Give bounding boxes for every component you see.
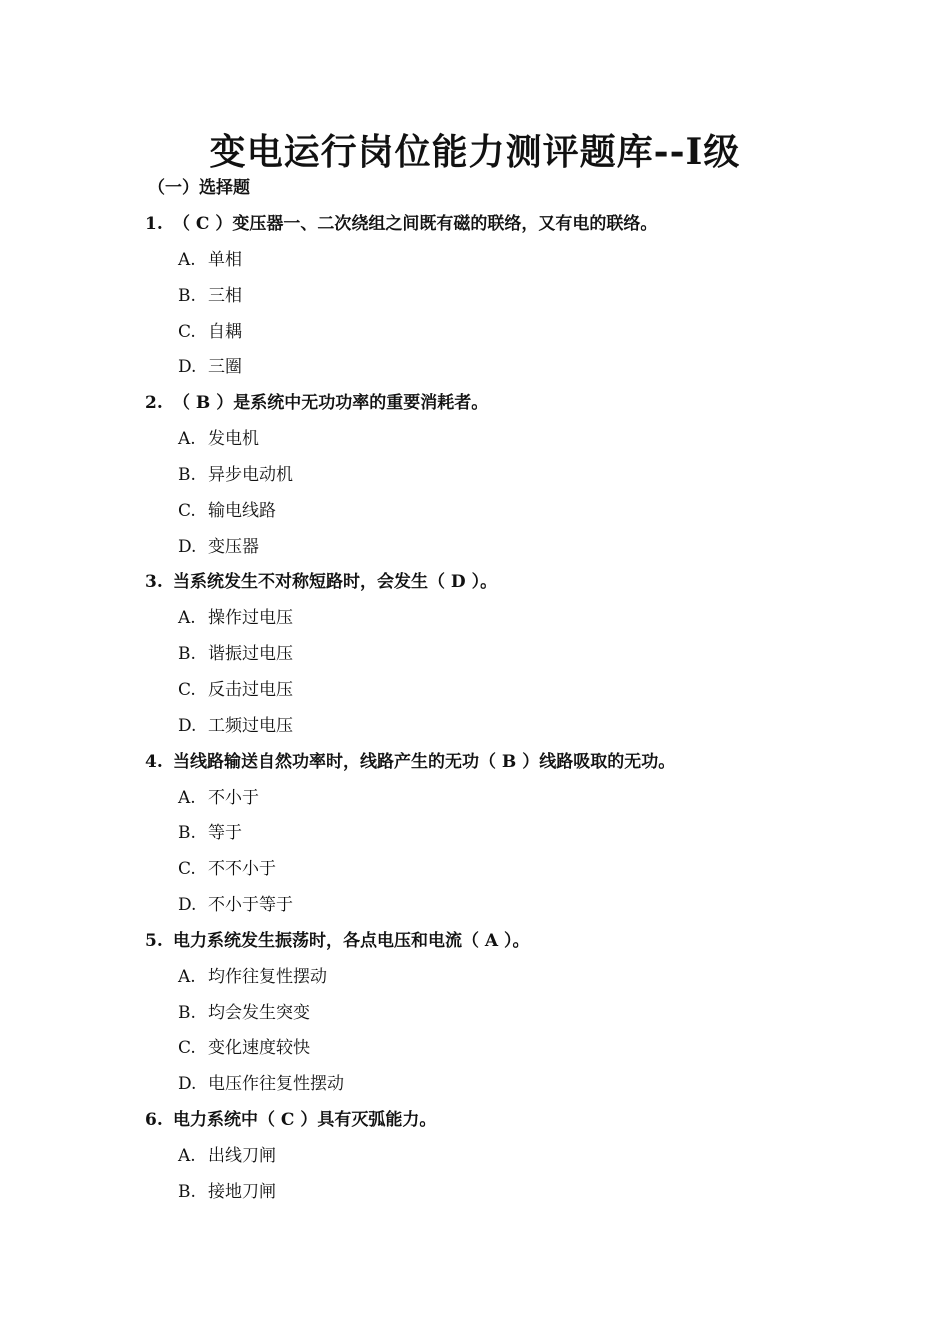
answer-option (145, 639, 905, 675)
question-number: 4. (145, 751, 163, 772)
answer-option (145, 818, 905, 854)
option-letter: D. (178, 536, 197, 557)
answer-option (145, 675, 905, 711)
option-letter: A. (178, 429, 196, 450)
question-stem (145, 926, 905, 962)
question-item (145, 747, 905, 926)
option-text: 单相 (208, 250, 242, 270)
option-text: 三相 (208, 285, 242, 306)
answer-option (145, 532, 905, 568)
option-letter: B. (178, 1181, 196, 1202)
option-letter: D. (178, 715, 197, 736)
question-item (145, 209, 905, 388)
question-stem (145, 388, 905, 424)
answer-option (145, 962, 905, 998)
option-text: 变化速度较快 (208, 1038, 310, 1059)
answer-option (145, 352, 905, 388)
option-text: 不不小于 (208, 859, 276, 880)
document-title: 变电运行岗位能力测评题库--Ⅰ级 (209, 131, 741, 173)
question-text: （ C ）变压器一、二次绕组之间既有磁的联络，又有电的联络。 (173, 214, 658, 234)
option-text: 均作往复性摆动 (208, 966, 327, 987)
question-text: （ B ）是系统中无功功率的重要消耗者。 (173, 393, 489, 414)
answer-option (145, 245, 905, 281)
answer-option (145, 783, 905, 819)
option-letter: A. (178, 608, 196, 629)
answer-option (145, 1177, 905, 1213)
answer-option (145, 317, 905, 353)
question-stem (145, 567, 905, 603)
question-number: 1. (145, 214, 163, 234)
option-text: 发电机 (208, 429, 259, 450)
option-text: 三圈 (208, 357, 242, 378)
question-stem (145, 209, 905, 245)
answer-option (145, 1069, 905, 1105)
option-letter: B. (178, 464, 196, 485)
question-text: 电力系统发生振荡时，各点电压和电流（ A ）。 (173, 930, 530, 951)
option-letter: B. (178, 644, 196, 665)
answer-option (145, 711, 905, 747)
option-letter: D. (178, 1074, 197, 1095)
option-letter: D. (178, 357, 197, 378)
question-text: 当系统发生不对称短路时，会发生（ D ）。 (173, 572, 498, 593)
option-letter: C. (178, 1038, 196, 1059)
option-text: 操作过电压 (208, 608, 293, 629)
option-text: 工频过电压 (208, 715, 293, 736)
option-letter: A. (178, 1145, 196, 1166)
question-item (145, 926, 905, 1105)
option-letter: C. (178, 859, 196, 880)
question-number: 6. (145, 1109, 163, 1130)
option-text: 输电线路 (208, 500, 276, 521)
question-stem (145, 747, 905, 783)
option-text: 谐振过电压 (208, 644, 293, 665)
option-letter: A. (178, 966, 196, 987)
option-letter: B. (178, 1002, 196, 1023)
option-text: 出线刀闸 (208, 1145, 276, 1166)
question-text: 电力系统中（ C ）具有灭弧能力。 (173, 1109, 437, 1130)
option-letter: D. (178, 894, 197, 915)
option-text: 电压作往复性摆动 (208, 1074, 344, 1095)
answer-option (145, 281, 905, 317)
question-item (145, 567, 905, 746)
answer-option (145, 890, 905, 926)
option-text: 接地刀闸 (208, 1181, 276, 1202)
option-text: 不小于等于 (208, 894, 293, 915)
answer-option (145, 424, 905, 460)
option-letter: A. (178, 787, 196, 808)
option-letter: C. (178, 500, 196, 521)
section-heading: （一）选择题 (148, 178, 250, 198)
answer-option (145, 496, 905, 532)
option-letter: B. (178, 285, 196, 306)
question-number: 5. (145, 930, 163, 951)
option-text: 不小于 (208, 787, 259, 808)
question-stem (145, 1105, 905, 1141)
option-text: 反击过电压 (208, 679, 293, 700)
answer-option (145, 460, 905, 496)
answer-option (145, 1141, 905, 1177)
option-letter: C. (178, 679, 196, 700)
option-letter: C. (178, 321, 196, 342)
question-item (145, 388, 905, 567)
question-item (145, 1105, 905, 1213)
option-letter: B. (178, 823, 196, 844)
answer-option (145, 603, 905, 639)
option-text: 均会发生突变 (208, 1002, 310, 1023)
option-text: 等于 (208, 823, 242, 844)
question-list (145, 209, 905, 1213)
answer-option (145, 998, 905, 1034)
option-text: 异步电动机 (208, 464, 293, 485)
option-text: 自耦 (208, 321, 242, 342)
option-text: 变压器 (208, 536, 259, 557)
question-number: 2. (145, 393, 163, 414)
answer-option (145, 1033, 905, 1069)
option-letter: A. (178, 250, 196, 270)
question-number: 3. (145, 572, 163, 593)
answer-option (145, 854, 905, 890)
question-text: 当线路输送自然功率时，线路产生的无功（ B ）线路吸取的无功。 (173, 751, 676, 772)
